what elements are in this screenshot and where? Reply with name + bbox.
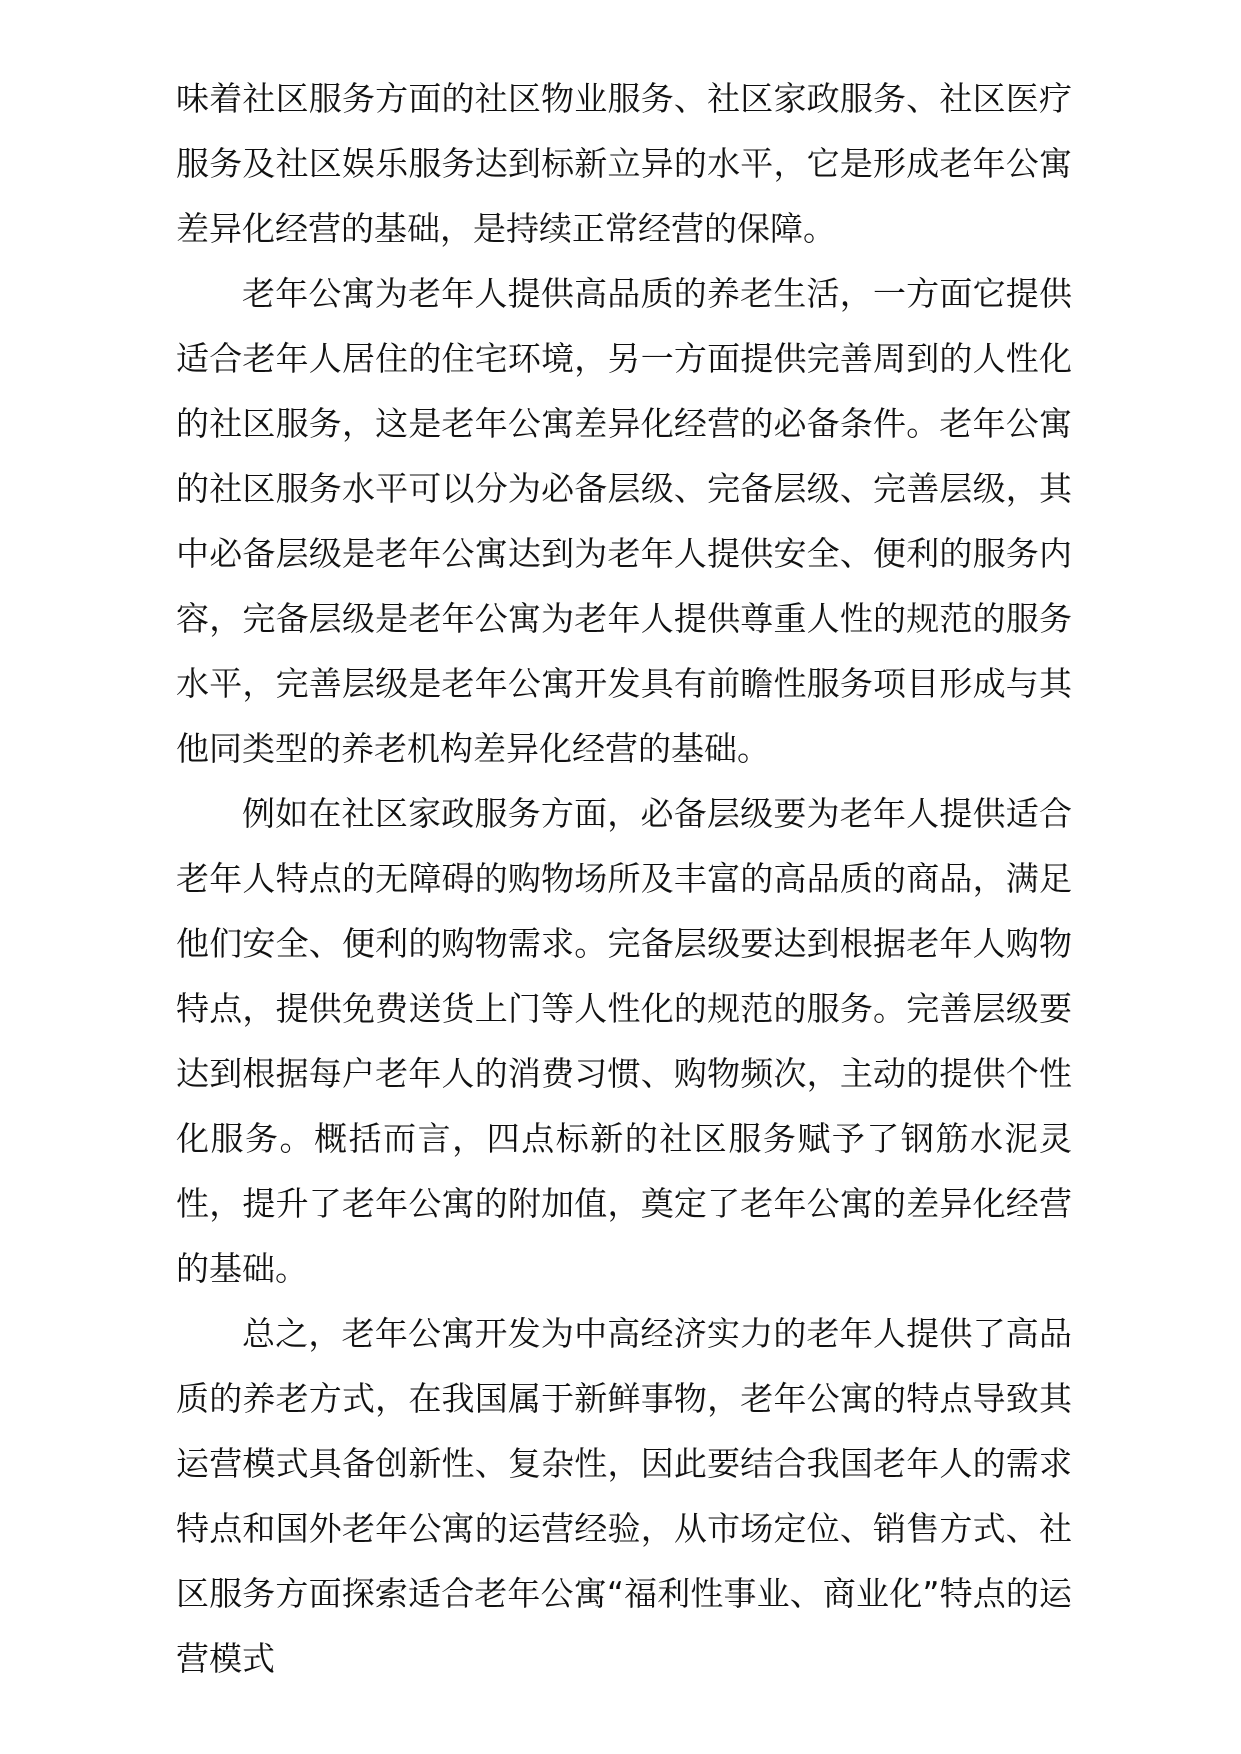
paragraph-service-levels: 老年公寓为老年人提供高品质的养老生活，一方面它提供适合老年人居住的住宅环境，另一方面提供完善周到的人性化的社区服务，这是老年公寓差异化经营的必备条件。老年公寓的社区服务水平可以分为必备层级、完备层级、完善层级，其中必备层级是老年公寓达到为老年人提供安全、便利的服务内容，完备层级是老年公寓为老年人提供尊重人性的规范的服务水平，完善层级是老年公寓开发具有前瞻性服务项目形成与其他同类型的养老机构差异化经营的基础。 bbox=[176, 274, 1072, 768]
body-text bbox=[176, 66, 1072, 1691]
paragraph-continuation: 味着社区服务方面的社区物业服务、社区家政服务、社区医疗服务及社区娱乐服务达到标新立异的水平，它是形成老年公寓差异化经营的基础，是持续正常经营的保障。 bbox=[176, 79, 1072, 248]
paragraph-conclusion: 总之，老年公寓开发为中高经济实力的老年人提供了高品质的养老方式，在我国属于新鲜事物，老年公寓的特点导致其运营模式具备创新性、复杂性，因此要结合我国老年人的需求特点和国外老年公寓的运营经验，从市场定位、销售方式、社区服务方面探索适合老年公寓“福利性事业、商业化”特点的运营模式 bbox=[176, 1314, 1072, 1678]
paragraph-housekeeping-example: 例如在社区家政服务方面，必备层级要为老年人提供适合老年人特点的无障碍的购物场所及丰富的高品质的商品，满足他们安全、便利的购物需求。完备层级要达到根据老年人购物特点，提供免费送货上门等人性化的规范的服务。完善层级要达到根据每户老年人的消费习惯、购物频次，主动的提供个性化服务。概括而言，四点标新的社区服务赋予了钢筋水泥灵性，提升了老年公寓的附加值，奠定了老年公寓的差异化经营的基础。 bbox=[176, 794, 1072, 1288]
